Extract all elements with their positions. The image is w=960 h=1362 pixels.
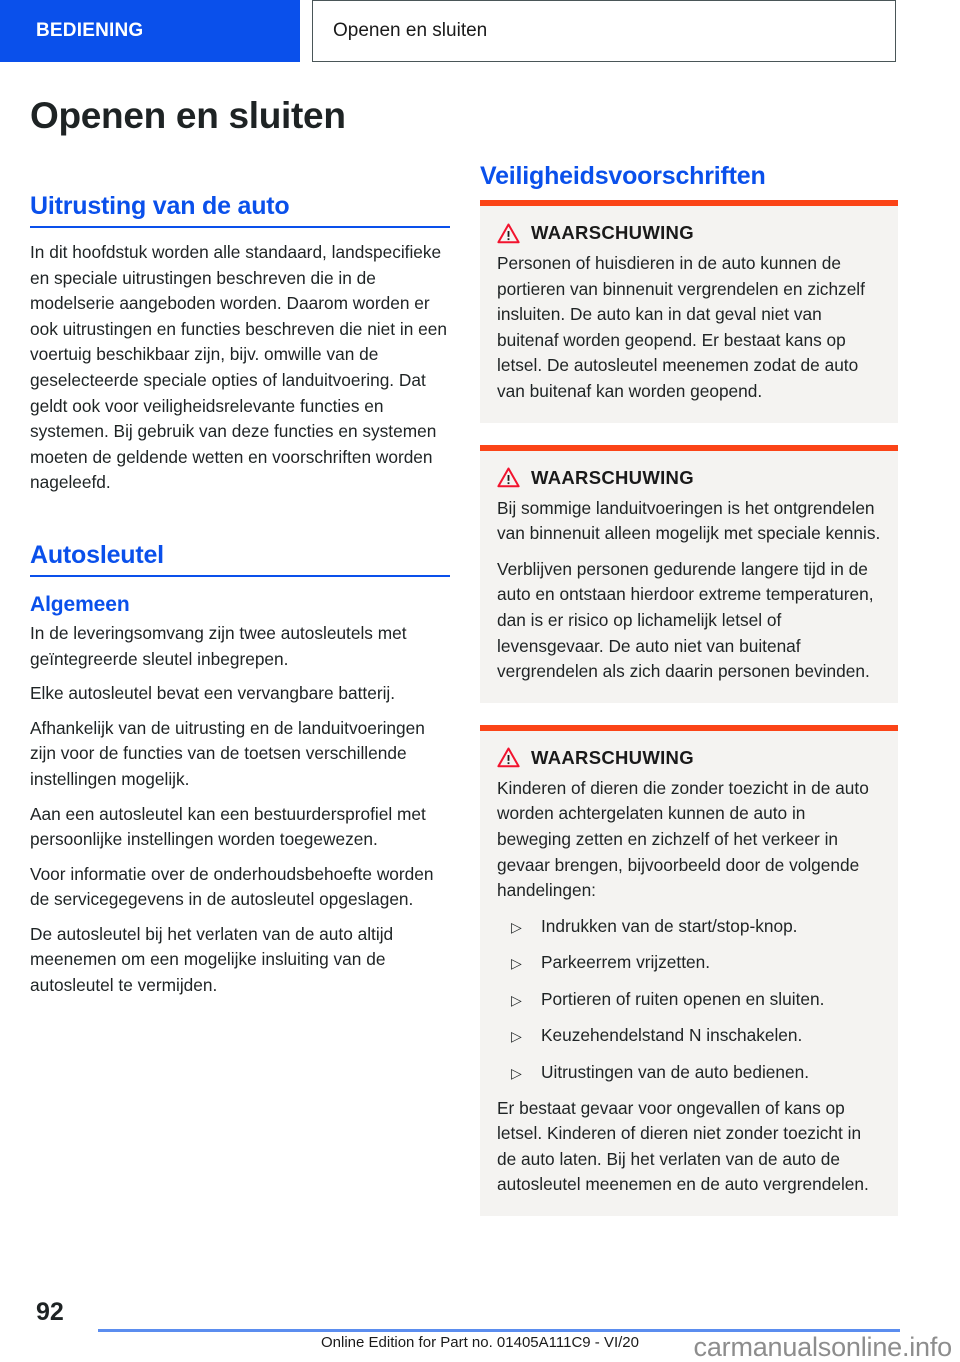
page-title: Openen en sluiten <box>30 95 346 136</box>
list-item-label: Parkeerrem vrijzetten. <box>541 952 711 973</box>
list-item <box>497 987 881 1013</box>
warning-label: WAARSCHUWING <box>531 466 694 488</box>
list-item <box>497 1023 881 1049</box>
warning-action-list <box>497 914 881 1086</box>
warning-box <box>480 725 898 1216</box>
arrow-bullet-icon: ▷ <box>511 918 522 935</box>
list-item-label: Keuzehendelstand N inschakelen. <box>541 1025 803 1046</box>
warning-title <box>497 747 881 769</box>
arrow-bullet-icon: ▷ <box>511 991 522 1008</box>
arrow-bullet-icon: ▷ <box>511 1065 522 1082</box>
list-item-label: Uitrustingen van de auto bedienen. <box>541 1062 810 1083</box>
section-heading-autosleutel: Autosleutel <box>30 541 450 577</box>
warning-label: WAARSCHUWING <box>531 222 694 243</box>
warning-box <box>480 445 898 703</box>
list-item-label: Portieren of ruiten openen en sluiten. <box>541 988 825 1009</box>
left-column <box>30 192 450 999</box>
paragraph: In dit hoofdstuk worden alle standaard, landspecifieke en speciale uitrustingen beschreven die in de modelserie aangeboden worden. Daarom worden er ook uitrustingen en functies beschreven die niet in een voertuig beschikbaar zijn, bijv. omwille van de geselecteerde speciale opties of landuitvoering. Dat geldt ook voor veiligheidsrelevante functies en systemen. Bij gebruik van deze functies en systemen moeten de geldende wetten en voorschriften worden nageleefd. <box>30 242 447 493</box>
paragraph: Voor informatie over de onderhoudsbehoefte worden de servicegegevens in de autosleutel opgeslagen. <box>30 863 434 910</box>
arrow-bullet-icon: ▷ <box>511 1028 522 1045</box>
paragraph: Er bestaat gevaar voor ongevallen of kans op letsel. Kinderen of dieren niet zonder toezicht in de auto laten. Bij het verlaten van de auto de autosleutel meenemen en de auto vergrendelen. <box>497 1097 869 1195</box>
section-heading-uitrusting: Uitrusting van de auto <box>30 192 450 228</box>
warning-label: WAARSCHUWING <box>531 746 694 768</box>
paragraph: Verblijven personen gedurende langere tijd in de auto en ontstaan hierdoor extreme temperaturen, dan is er risico op lichamelijk letsel of levensgevaar. De auto niet van buitenaf vergrendelen als zich daarin personen bevinden. <box>497 558 874 682</box>
paragraph: Personen of huisdieren in de auto kunnen de portieren van binnenuit vergrendelen en zichzelf insluiten. De auto kan in dat geval niet van buitenaf worden geopend. Er bestaat kans op letsel. De autosleutel meenemen zodat de auto van buitenaf kan worden geopend. <box>497 253 865 401</box>
list-item-label: Indrukken van de start/stop-knop. <box>541 915 798 936</box>
warning-triangle-icon <box>497 747 520 768</box>
page-number: 92 <box>36 1298 64 1326</box>
paragraph: Elke autosleutel bevat een vervangbare batterij. <box>30 683 396 704</box>
warning-title <box>497 222 881 244</box>
site-watermark: carmanualsonline.info <box>693 1332 952 1362</box>
warning-triangle-icon <box>497 223 520 244</box>
running-header-chapter: BEDIENING <box>0 0 300 62</box>
arrow-bullet-icon: ▷ <box>511 955 522 972</box>
section-heading-veiligheidsvoorschriften: Veiligheidsvoorschriften <box>480 162 766 190</box>
subheading-algemeen: Algemeen <box>30 592 130 616</box>
list-item <box>497 950 881 976</box>
right-column <box>480 162 898 1238</box>
paragraph: In de leveringsomvang zijn twee autosleutels met geïntegreerde sleutel inbegrepen. <box>30 622 407 669</box>
list-item <box>497 1060 881 1086</box>
paragraph: Afhankelijk van de uitrusting en de landuitvoeringen zijn voor de functies van de toetsen verschillende instellingen mogelijk. <box>30 717 425 789</box>
warning-title <box>497 467 881 489</box>
paragraph: Kinderen of dieren die zonder toezicht in de auto worden achtergelaten kunnen de auto in beweging zetten en zichzelf of het verkeer in gevaar brengen, bijvoorbeeld door de volgende handelingen: <box>497 777 869 901</box>
running-header <box>0 0 960 62</box>
paragraph: De autosleutel bij het verlaten van de auto altijd meenemen om een mogelijke insluiting van de autosleutel te vermijden. <box>30 923 394 996</box>
page-footer <box>0 1290 960 1362</box>
list-item <box>497 914 881 940</box>
paragraph: Aan een autosleutel kan een bestuurdersprofiel met persoonlijke instellingen worden toegewezen. <box>30 803 426 850</box>
warning-triangle-icon <box>497 467 520 488</box>
warning-box <box>480 200 898 423</box>
section-spacer <box>30 505 450 541</box>
paragraph: Bij sommige landuitvoeringen is het ontgrendelen van binnenuit alleen mogelijk met speciale kennis. <box>497 497 881 544</box>
running-header-section: Openen en sluiten <box>312 0 896 62</box>
footer-edition-note: Online Edition for Part no. 01405A111C9 - VI/20 <box>321 1334 639 1351</box>
